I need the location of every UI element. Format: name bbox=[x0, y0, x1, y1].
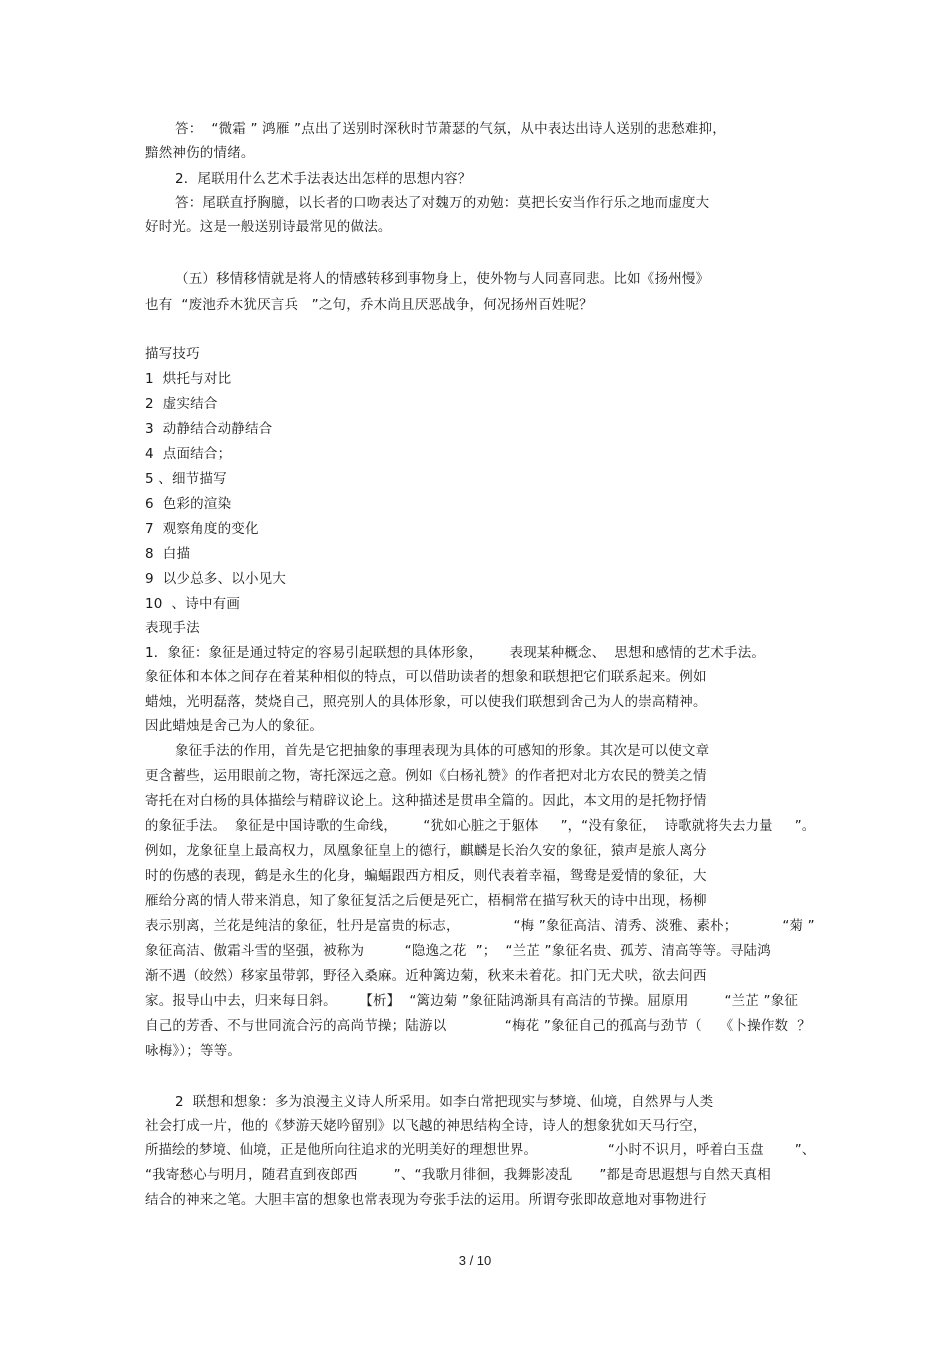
text-line: 因此蜡烛是舍己为人的象征。 bbox=[145, 718, 324, 734]
text-line: 表示别离，兰花是纯洁的象征，牡丹是富贵的标志， “梅 ”象征高洁、清秀、淡雅、素朴； “菊 ” bbox=[145, 918, 815, 934]
list-item: 1 烘托与对比 bbox=[145, 371, 232, 387]
text-line: 家。报导山中去，归来每日斜。 【析】 “篱边菊 ”象征陆鸿渐具有高洁的节操。屈原用 “兰芷 ”象征 bbox=[145, 993, 799, 1009]
section-heading: 表现手法 bbox=[145, 620, 200, 636]
text-line: 象征体和本体之间存在着某种相似的特点，可以借助读者的想象和联想把它们联系起来。例如 bbox=[145, 669, 707, 685]
text-line: 答： “微霜 ” 鸿雁 ”点出了送别时深秋时节萧瑟的气氛，从中表达出诗人送别的悲愁难抑， bbox=[175, 121, 726, 137]
text-line: 所描绘的梦境、仙境，正是他所向往追求的光明美好的理想世界。 “小时不识月，呼着白玉盘 ”、 bbox=[145, 1142, 816, 1158]
text-line: 寄托在对白杨的具体描绘与精辟议论上。这种描述是贯串全篇的。因此，本文用的是托物抒情 bbox=[145, 793, 707, 809]
text-line: 社会打成一片，他的《梦游天姥吟留别》以飞越的神思结构全诗，诗人的想象犹如天马行空， bbox=[145, 1118, 707, 1134]
text-line: 1．象征：象征是通过特定的容易引起联想的具体形象， 表现某种概念、 思想和感情的艺术手法。 bbox=[145, 645, 766, 661]
text-line: （五）移情移情就是将人的情感转移到事物身上，使外物与人同喜同悲。比如《扬州慢》 bbox=[175, 271, 710, 287]
text-line: 结合的神来之笔。大胆丰富的想象也常表现为夸张手法的运用。所谓夸张即故意地对事物进行 bbox=[145, 1192, 707, 1208]
list-item: 3 动静结合动静结合 bbox=[145, 421, 273, 437]
text-line: 象征高洁、傲霜斗雪的坚强，被称为 “隐逸之花 ”； “兰芷 ”象征名贵、孤芳、清高等等。寻陆鸿 bbox=[145, 943, 771, 959]
text-line: “我寄愁心与明月，随君直到夜郎西 ”、“我歌月徘徊，我舞影凌乱 ”都是奇思遐想与自然天真相 bbox=[145, 1167, 771, 1183]
list-item: 5 、细节描写 bbox=[145, 471, 227, 487]
text-line: 蜡烛，光明磊落，焚烧自己，照亮别人的具体形象，可以使我们联想到舍己为人的崇高精神。 bbox=[145, 694, 707, 710]
list-item: 10 、诗中有画 bbox=[145, 596, 241, 612]
text-line: 好时光。这是一般送别诗最常见的做法。 bbox=[145, 219, 392, 235]
text-line: 渐不遇（皎然）移家虽带郭，野径入桑麻。近种篱边菊，秋来未着花。扣门无犬吠，欲去问西 bbox=[145, 968, 707, 984]
text-line: 时的伤感的表现，鹤是永生的化身，蝙蝠跟西方相反，则代表着幸福，鸳鸯是爱情的象征，大 bbox=[145, 868, 707, 884]
text-line: 象征手法的作用，首先是它把抽象的事理表现为具体的可感知的形象。其次是可以使文章 bbox=[175, 743, 710, 759]
list-item: 9 以少总多、以小见大 bbox=[145, 571, 287, 587]
text-line: 自己的芳香、不与世同流合污的高尚节操；陆游以 “梅花 ”象征自己的孤高与劲节（ 《卜操作数 ？ bbox=[145, 1018, 811, 1034]
text-line: 2 联想和想象：多为浪漫主义诗人所采用。如李白常把现实与梦境、仙境，自然界与人类 bbox=[175, 1094, 714, 1110]
text-line: 例如，龙象征皇上最高权力，凤凰象征皇上的德行，麒麟是长治久安的象征，猿声是旅人离分 bbox=[145, 843, 707, 859]
text-line: 的象征手法。 象征是中国诗歌的生命线， “犹如心脏之于躯体 ”，“没有象征， 诗歌就将失去力量 ”。 bbox=[145, 818, 816, 834]
text-line: 黯然神伤的情绪。 bbox=[145, 145, 255, 161]
text-line: 咏梅》）；等等。 bbox=[145, 1043, 242, 1059]
text-line: 答：尾联直抒胸臆，以长者的口吻表达了对魏万的劝勉：莫把长安当作行乐之地而虚度大 bbox=[175, 195, 710, 211]
page-number: 3 / 10 bbox=[458, 1253, 492, 1268]
text-line: 雁给分离的情人带来消息，知了象征复活之后便是死亡，梧桐常在描写秋天的诗中出现，杨柳 bbox=[145, 893, 707, 909]
text-line: 也有 “废池乔木犹厌言兵 ”之句，乔木尚且厌恶战争，何况扬州百姓呢？ bbox=[145, 297, 593, 313]
text-line: 更含蓄些，运用眼前之物，寄托深远之意。例如《白杨礼赞》的作者把对北方农民的赞美之情 bbox=[145, 768, 707, 784]
text-line: 2．尾联用什么艺术手法表达出怎样的思想内容？ bbox=[175, 171, 472, 187]
list-item: 8 白描 bbox=[145, 546, 191, 562]
list-item: 2 虚实结合 bbox=[145, 396, 218, 412]
section-heading: 描写技巧 bbox=[145, 346, 200, 362]
list-item: 6 色彩的渲染 bbox=[145, 496, 232, 512]
list-item: 4 点面结合； bbox=[145, 446, 232, 462]
list-item: 7 观察角度的变化 bbox=[145, 521, 259, 537]
